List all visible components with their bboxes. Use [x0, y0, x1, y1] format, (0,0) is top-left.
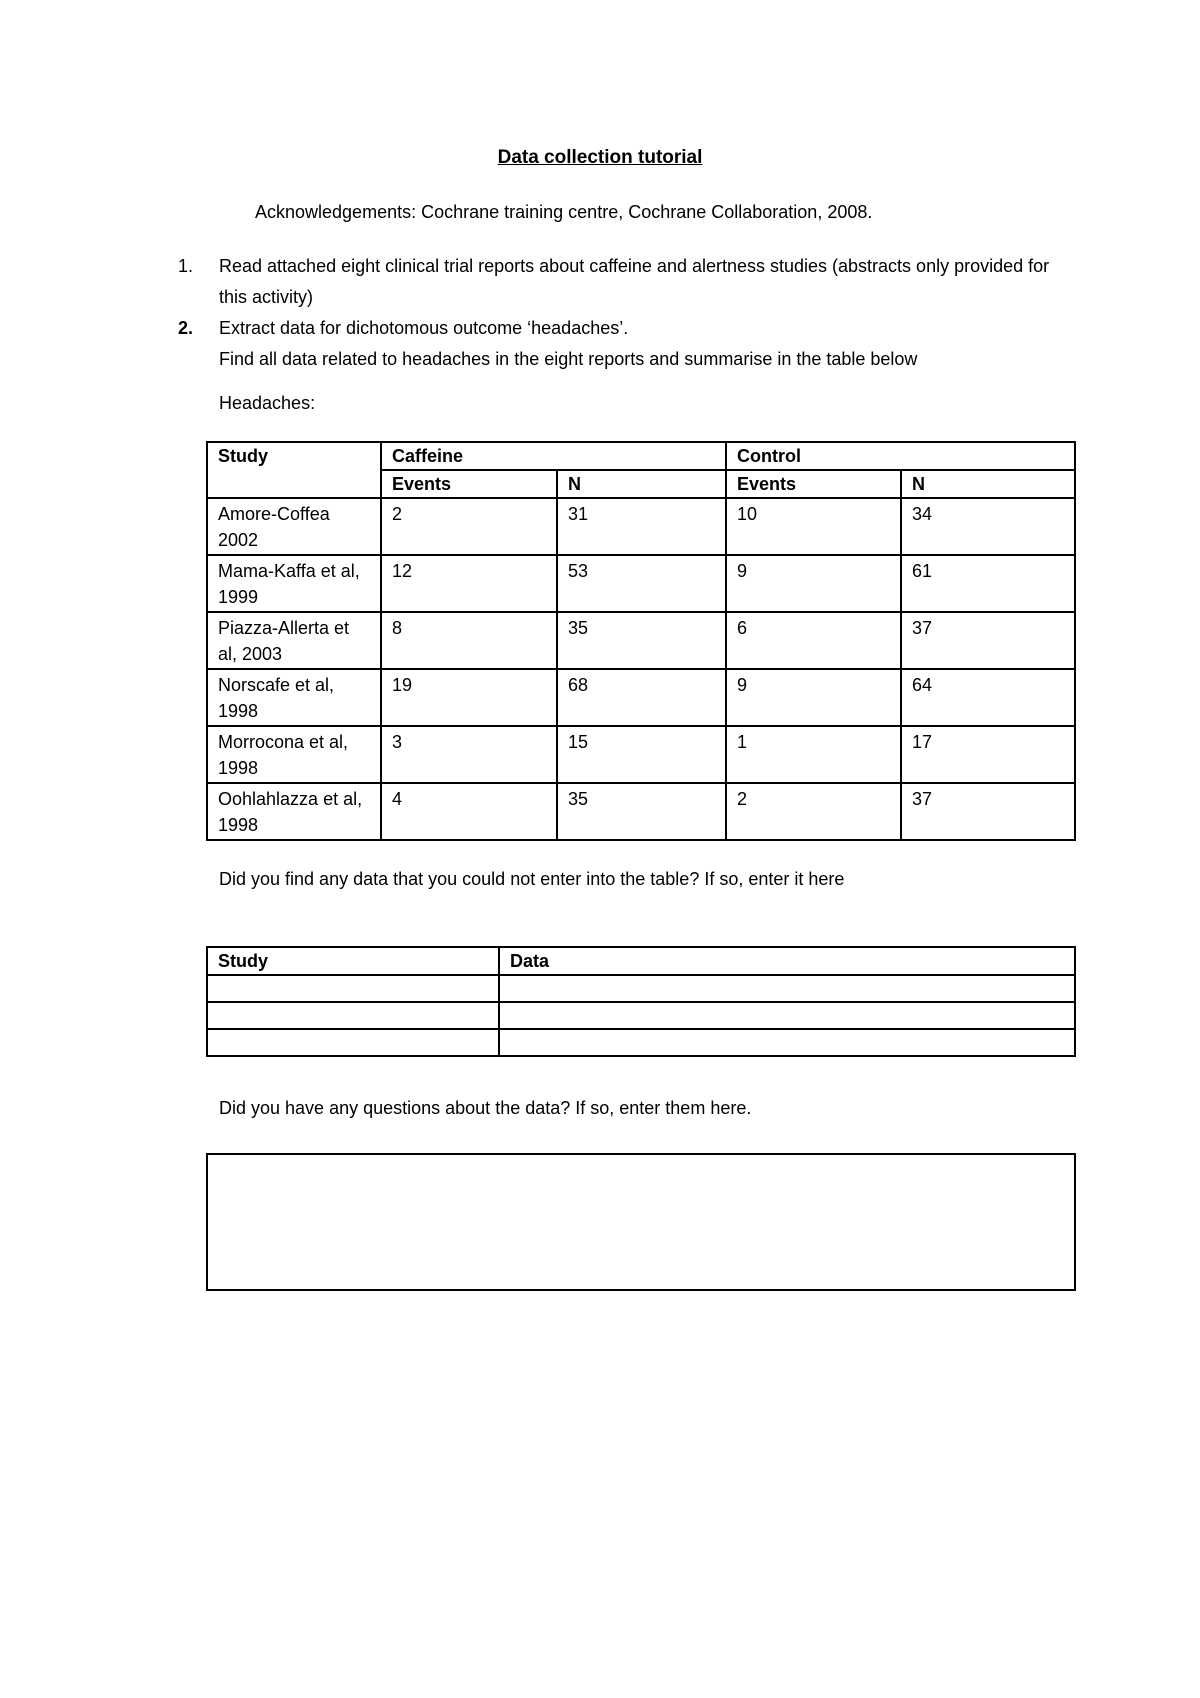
- cell-study: Amore-Coffea 2002: [207, 498, 381, 555]
- table-row: [207, 669, 1075, 726]
- header-caffeine: Caffeine: [381, 442, 726, 470]
- cell-control-events: 1: [726, 726, 901, 783]
- cell-control-events: 9: [726, 669, 901, 726]
- extra-table-row: [207, 975, 1075, 1002]
- acknowledgements: Acknowledgements: Cochrane training centre, Cochrane Collaboration, 2008.: [255, 202, 873, 222]
- table-header-row: [207, 442, 1075, 470]
- questions-answer-box[interactable]: [206, 1153, 1076, 1291]
- extra-data-prompt: Did you find any data that you could not enter into the table? If so, enter it here: [219, 869, 845, 889]
- cell-caffeine-n: 31: [557, 498, 726, 555]
- table-row: [207, 555, 1075, 612]
- extra-cell-data[interactable]: [499, 1029, 1075, 1056]
- instruction-number: 1.: [178, 256, 194, 276]
- table-row: [207, 726, 1075, 783]
- cell-control-n: 64: [901, 669, 1075, 726]
- cell-caffeine-events: 8: [381, 612, 557, 669]
- cell-study: Oohlahlazza et al, 1998: [207, 783, 381, 840]
- instruction-subtext: Find all data related to headaches in the eight reports and summarise in the table below: [219, 349, 918, 369]
- headaches-table: [206, 441, 1076, 841]
- questions-prompt: Did you have any questions about the data? If so, enter them here.: [219, 1098, 752, 1118]
- cell-study: Piazza-Allerta et al, 2003: [207, 612, 381, 669]
- table-row: [207, 783, 1075, 840]
- header-control: Control: [726, 442, 1075, 470]
- extra-data-table: [206, 946, 1076, 1057]
- extra-cell-study[interactable]: [207, 1029, 499, 1056]
- cell-caffeine-n: 68: [557, 669, 726, 726]
- instruction-item: [178, 313, 1078, 375]
- cell-control-n: 61: [901, 555, 1075, 612]
- cell-study: Norscafe et al, 1998: [207, 669, 381, 726]
- header-control-n: N: [901, 470, 1075, 498]
- cell-control-events: 2: [726, 783, 901, 840]
- instruction-text: Extract data for dichotomous outcome ‘headaches’.: [219, 318, 629, 338]
- cell-caffeine-n: 15: [557, 726, 726, 783]
- table-row: [207, 498, 1075, 555]
- instruction-list: [178, 251, 1078, 375]
- cell-study: Morrocona et al, 1998: [207, 726, 381, 783]
- headaches-label: Headaches:: [219, 393, 316, 413]
- cell-control-n: 17: [901, 726, 1075, 783]
- extra-table-row: [207, 1029, 1075, 1056]
- cell-control-events: 6: [726, 612, 901, 669]
- cell-caffeine-n: 35: [557, 612, 726, 669]
- extra-header-study: Study: [207, 947, 499, 975]
- page-title: Data collection tutorial: [497, 147, 703, 168]
- extra-cell-data[interactable]: [499, 1002, 1075, 1029]
- cell-control-events: 9: [726, 555, 901, 612]
- header-caffeine-n: N: [557, 470, 726, 498]
- cell-caffeine-n: 53: [557, 555, 726, 612]
- cell-caffeine-events: 3: [381, 726, 557, 783]
- extra-table-row: [207, 1002, 1075, 1029]
- cell-caffeine-n: 35: [557, 783, 726, 840]
- cell-caffeine-events: 4: [381, 783, 557, 840]
- instruction-item: [178, 251, 1078, 313]
- header-caffeine-events: Events: [381, 470, 557, 498]
- cell-control-n: 37: [901, 612, 1075, 669]
- cell-study: Mama-Kaffa et al, 1999: [207, 555, 381, 612]
- instruction-text: Read attached eight clinical trial reports about caffeine and alertness studies (abstracts only provided for this activity): [219, 256, 1050, 307]
- header-study: Study: [207, 442, 381, 498]
- cell-control-n: 37: [901, 783, 1075, 840]
- cell-caffeine-events: 12: [381, 555, 557, 612]
- cell-control-events: 10: [726, 498, 901, 555]
- extra-cell-study[interactable]: [207, 1002, 499, 1029]
- extra-cell-data[interactable]: [499, 975, 1075, 1002]
- instruction-number: 2.: [178, 318, 194, 338]
- cell-control-n: 34: [901, 498, 1075, 555]
- header-control-events: Events: [726, 470, 901, 498]
- extra-cell-study[interactable]: [207, 975, 499, 1002]
- extra-table-header-row: [207, 947, 1075, 975]
- cell-caffeine-events: 19: [381, 669, 557, 726]
- cell-caffeine-events: 2: [381, 498, 557, 555]
- table-row: [207, 612, 1075, 669]
- extra-header-data: Data: [499, 947, 1075, 975]
